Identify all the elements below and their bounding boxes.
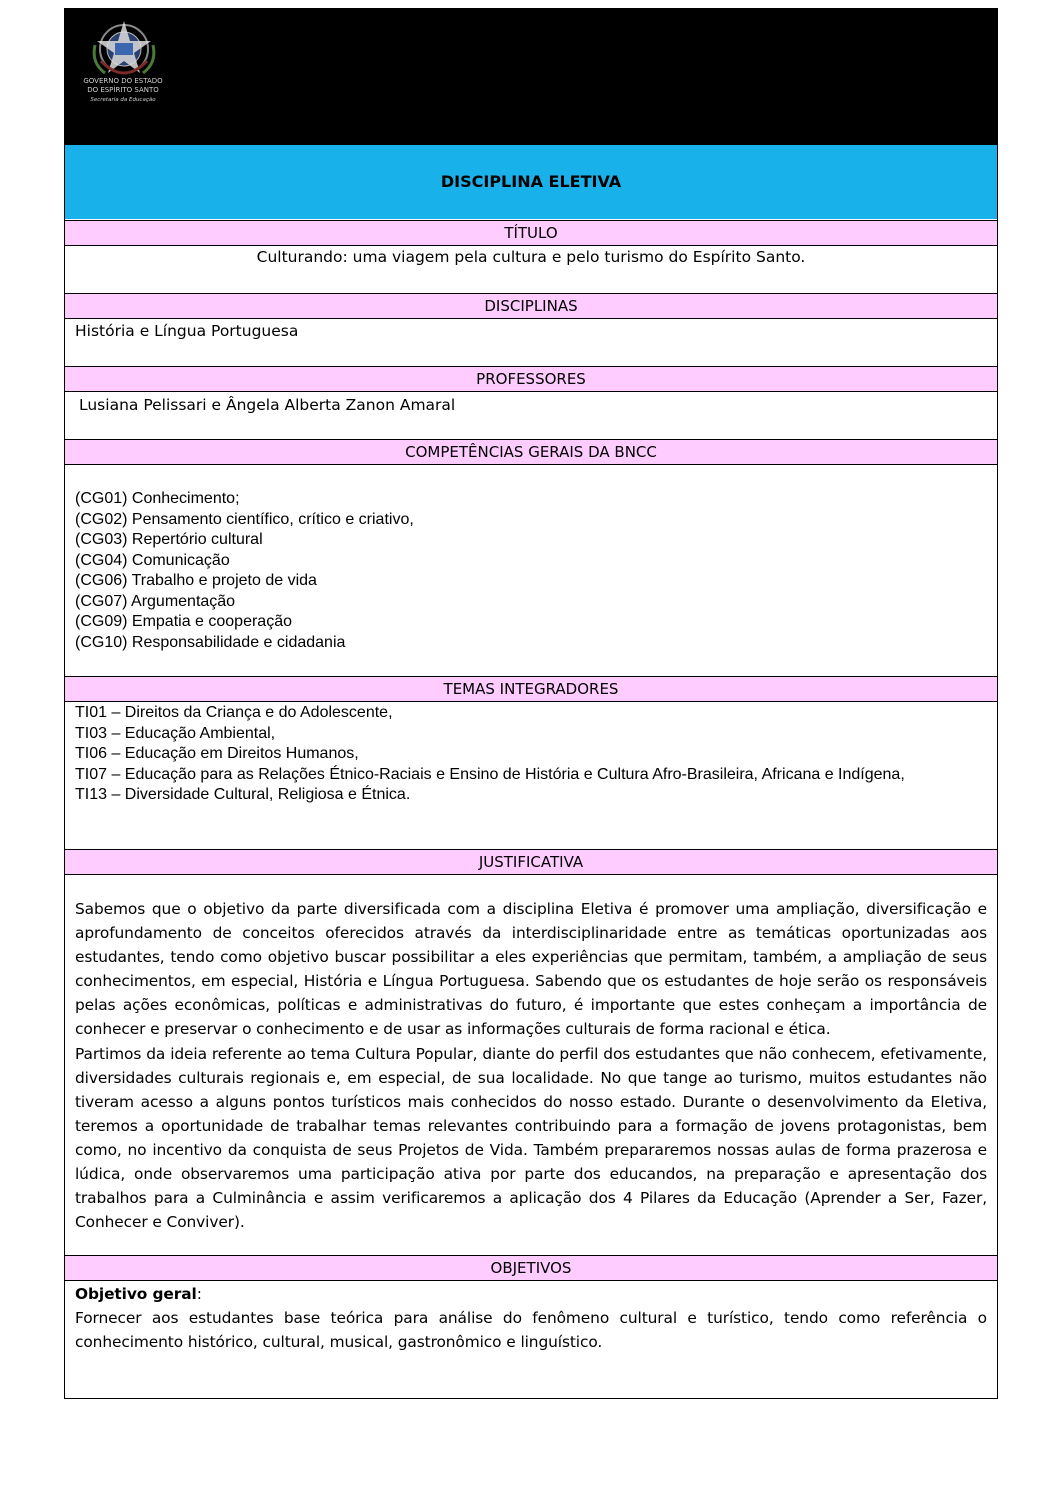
competencia-item: (CG10) Responsabilidade e cidadania bbox=[75, 633, 346, 651]
objetivo-geral-heading bbox=[75, 1282, 987, 1306]
competencia-item: (CG06) Trabalho e projeto de vida bbox=[75, 572, 317, 589]
competencia-item: (CG01) Conhecimento; bbox=[75, 490, 240, 507]
competencias-list bbox=[65, 489, 997, 653]
objetivo-geral-colon: : bbox=[196, 1285, 202, 1303]
competencia-item: (CG03) Repertório cultural bbox=[75, 531, 263, 548]
competencia-item: (CG02) Pensamento científico, crítico e criativo, bbox=[75, 510, 414, 528]
justificativa-paragraph-2: Partimos da ideia referente ao tema Cultura Popular, diante do perfil dos estudantes que não conhecem, efetivamente, diversidades culturais regionais e, em especial, de sua localidade. No que tange ao turismo, muitos estudantes não tiveram acesso a alguns pontos turísticos mais conhecidos do nosso estado. Durante o desenvolvimento da Eletiva, teremos a oportunidade de trabalhar temas relevantes contribuindo para a formação de jovens protagonistas, bem como, no incentivo da conquista de seus Projetos de Vida. Também prepararemos nossas aulas de forma prazerosa e lúdica, onde observaremos uma participação ativa por parte dos educandos, na preparação e apresentação dos trabalhos para a Culminância e assim verificaremos a aplicação dos 4 Pilares da Educação (Aprender a Ser, Fazer, Conhecer e Conviver). bbox=[75, 1044, 987, 1232]
competencia-item: (CG04) Comunicação bbox=[75, 551, 230, 569]
section-header-objetivos: OBJETIVOS bbox=[65, 1255, 997, 1281]
tema-item: TI13 – Diversidade Cultural, Religiosa e Étnica. bbox=[75, 786, 411, 803]
tema-item: TI01 – Direitos da Criança e do Adolescente, bbox=[75, 704, 393, 721]
section-header-titulo: TÍTULO bbox=[65, 220, 997, 246]
professores-value: Lusiana Pelissari e Ângela Alberta Zanon Amaral bbox=[79, 396, 456, 414]
tema-item: TI03 – Educação Ambiental, bbox=[75, 724, 276, 742]
section-header-professores: PROFESSORES bbox=[65, 366, 997, 392]
header-black-band bbox=[65, 9, 997, 145]
section-header-disciplinas: DISCIPLINAS bbox=[65, 293, 997, 319]
objetivo-geral-label: Objetivo geral bbox=[75, 1285, 197, 1303]
objetivos-content bbox=[65, 1282, 997, 1354]
justificativa-text bbox=[65, 897, 997, 1234]
justificativa-paragraph-1: Sabemos que o objetivo da parte diversificada com a disciplina Eletiva é promover uma ampliação, diversificação e aprofundamento de conceitos oferecidos através da interdisciplinaridade entre as temáticas oportunizadas aos estudantes, tendo como objetivo buscar possibilitar a eles experiências que permitam, também, a ampliação de seus conhecimentos, em especial, História e Língua Portuguesa. Sabendo que os estudantes de hoje serão os responsáveis pelas ações econômicas, políticas e administrativas do futuro, é importante que estes conheçam a importância de conhecer e preservar o conhecimento e de usar as informações culturais de forma racional e ética. bbox=[75, 900, 987, 1039]
titulo-value: Culturando: uma viagem pela cultura e pelo turismo do Espírito Santo. bbox=[256, 248, 806, 266]
competencia-item: (CG09) Empatia e cooperação bbox=[75, 613, 292, 630]
document-form bbox=[64, 8, 998, 1399]
logo-text-line-2: DO ESPÍRITO SANTO bbox=[87, 86, 159, 94]
logo-text-line-3: Secretaria da Educação bbox=[90, 97, 156, 103]
objetivo-geral-text: Fornecer aos estudantes base teórica para análise do fenômeno cultural e turístico, tendo como referência o conhecimento histórico, cultural, musical, gastronômico e linguístico. bbox=[75, 1309, 987, 1352]
competencia-item: (CG07) Argumentação bbox=[75, 592, 236, 610]
disciplinas-value: História e Língua Portuguesa bbox=[75, 322, 299, 340]
section-header-competencias: COMPETÊNCIAS GERAIS DA BNCC bbox=[65, 439, 997, 465]
tema-item: TI06 – Educação em Direitos Humanos, bbox=[75, 745, 359, 762]
tema-item: TI07 – Educação para as Relações Étnico-Raciais e Ensino de História e Cultura Afro-Brasileira, Africana e Indígena, bbox=[75, 765, 905, 783]
section-header-temas: TEMAS INTEGRADORES bbox=[65, 676, 997, 702]
section-header-justificativa: JUSTIFICATIVA bbox=[65, 849, 997, 875]
banner-title: DISCIPLINA ELETIVA bbox=[65, 145, 997, 219]
logo-text-line-1: GOVERNO DO ESTADO bbox=[83, 77, 163, 85]
temas-list bbox=[65, 703, 997, 806]
